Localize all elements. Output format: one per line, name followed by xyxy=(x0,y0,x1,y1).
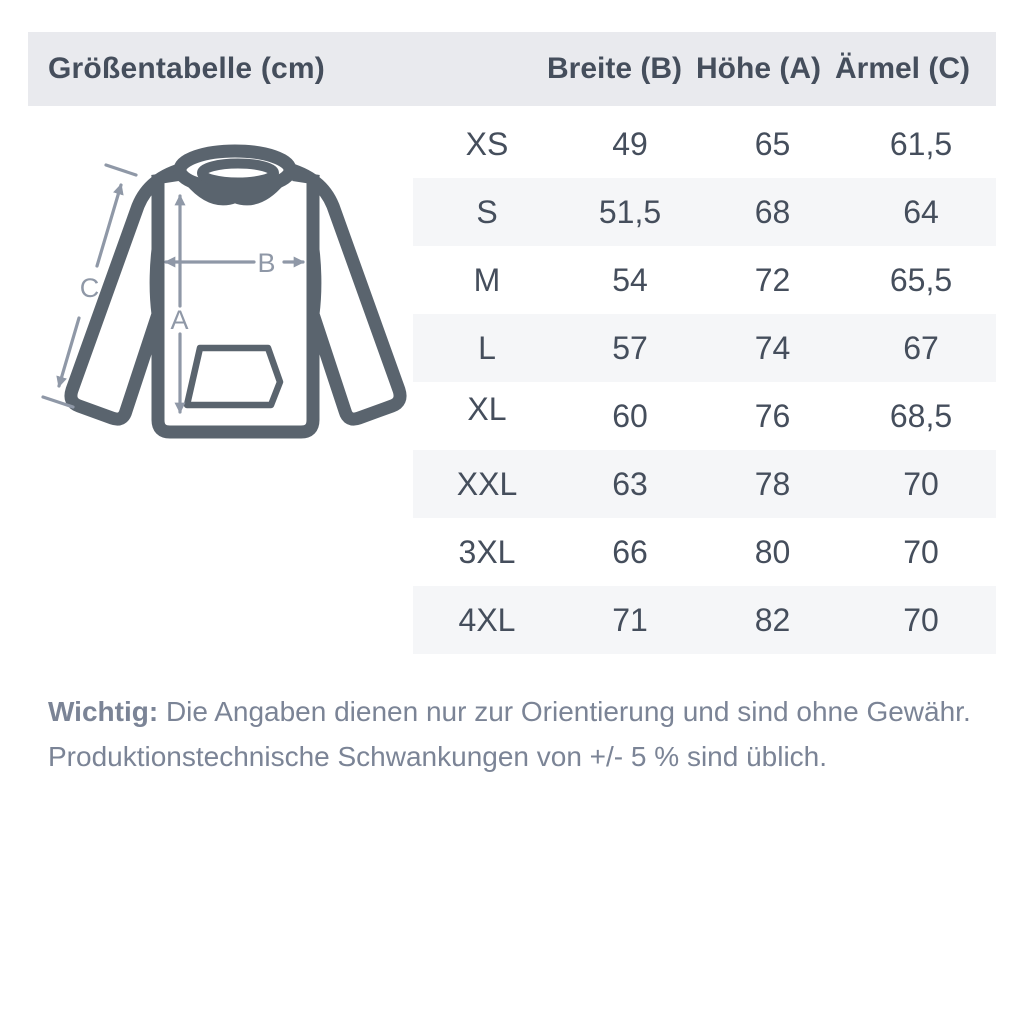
table-row xyxy=(413,178,996,246)
size-cell: XL xyxy=(467,391,507,427)
hoehe-cell: 78 xyxy=(754,466,791,502)
table-row xyxy=(413,518,996,586)
aermel-cell: 64 xyxy=(903,194,939,230)
table-row xyxy=(413,110,996,178)
hoehe-cell: 82 xyxy=(754,602,791,638)
column-headers xyxy=(547,52,996,86)
column-header-aermel: Ärmel (C) xyxy=(834,52,970,85)
hoehe-cell: 74 xyxy=(754,330,791,366)
hoodie-left-shoulder xyxy=(152,176,178,180)
label-b: B xyxy=(257,248,277,278)
aermel-cell: 70 xyxy=(903,602,939,638)
size-cell: M xyxy=(473,262,501,298)
footnote xyxy=(48,689,978,779)
table-row xyxy=(413,450,996,518)
size-cell: XXL xyxy=(456,466,518,502)
aermel-cell: 70 xyxy=(903,534,939,570)
column-header-breite: Breite (B) xyxy=(546,52,682,85)
aermel-cell: 65,5 xyxy=(889,262,953,298)
hoehe-cell: 68 xyxy=(754,194,791,230)
breite-cell: 51,5 xyxy=(598,194,662,230)
table-row xyxy=(413,246,996,314)
size-cell: 4XL xyxy=(458,602,516,638)
footnote-line2: Produktionstechnische Schwankungen von +/- 5 % sind üblich. xyxy=(48,741,828,772)
aermel-cell: 68,5 xyxy=(889,398,953,434)
column-header-hoehe: Höhe (A) xyxy=(696,52,821,85)
hoehe-cell: 76 xyxy=(754,398,791,434)
page-title: Größentabelle (cm) xyxy=(48,52,325,85)
breite-cell: 63 xyxy=(612,466,648,502)
aermel-cell: 61,5 xyxy=(889,126,953,162)
breite-cell: 54 xyxy=(612,262,648,298)
breite-cell: 57 xyxy=(612,330,648,366)
breite-cell: 49 xyxy=(612,126,648,162)
breite-cell: 71 xyxy=(612,602,648,638)
hoehe-cell: 72 xyxy=(754,262,791,298)
table-row xyxy=(413,382,996,450)
table-row xyxy=(413,314,996,382)
size-cell: XS xyxy=(465,126,509,162)
aermel-cell: 70 xyxy=(903,466,939,502)
size-cell: S xyxy=(476,194,498,230)
hoodie-hood-inner xyxy=(202,164,274,183)
breite-cell: 66 xyxy=(612,534,648,570)
size-cell: 3XL xyxy=(458,534,516,570)
hoehe-cell: 80 xyxy=(754,534,791,570)
size-table-body xyxy=(413,110,996,654)
hoodie-measurement-diagram xyxy=(40,118,410,448)
breite-cell: 60 xyxy=(612,398,648,434)
hoodie-pocket xyxy=(187,348,280,405)
hoehe-cell: 65 xyxy=(754,126,791,162)
label-c: C xyxy=(79,273,101,303)
size-cell: L xyxy=(478,330,496,366)
table-header-bar xyxy=(28,32,996,106)
footnote-label: Wichtig: xyxy=(48,696,159,727)
table-row xyxy=(413,586,996,654)
aermel-cell: 67 xyxy=(903,330,939,366)
hoodie-right-shoulder xyxy=(293,176,319,180)
label-a: A xyxy=(170,305,190,335)
footnote-line1: Die Angaben dienen nur zur Orientierung und sind ohne Gewähr. xyxy=(165,696,971,727)
